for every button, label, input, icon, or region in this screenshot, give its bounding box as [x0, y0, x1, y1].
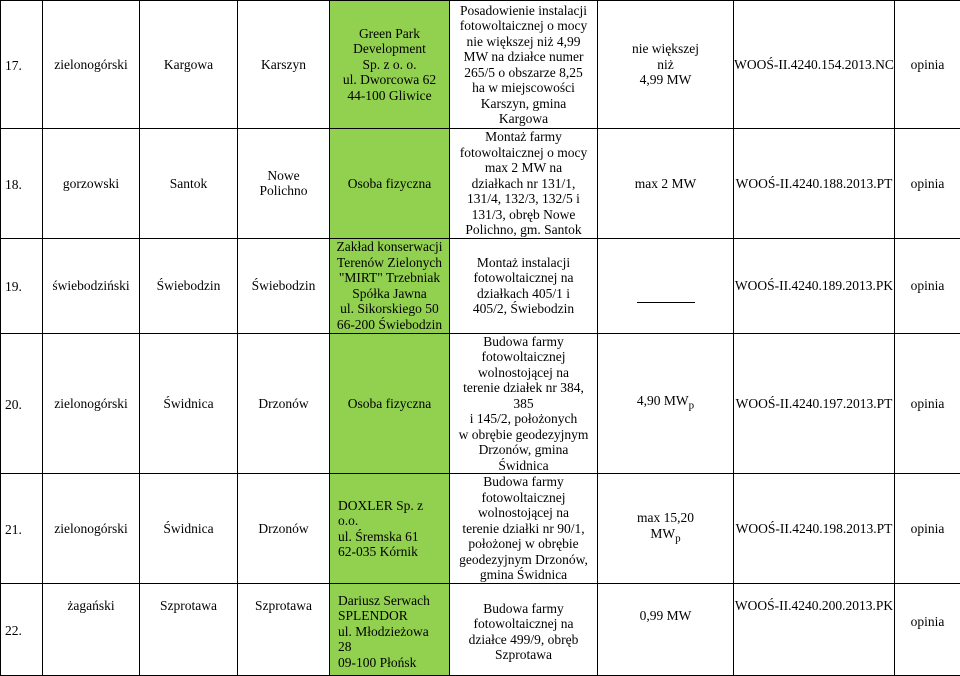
row-number: 17. [1, 1, 43, 129]
description-line: Budowa farmy [450, 474, 597, 490]
description-line: Polichno, gm. Santok [450, 222, 597, 238]
description-line: gmina Świdnica [450, 567, 597, 583]
locality-cell [238, 129, 330, 239]
county-cell: zielonogórski [43, 333, 140, 474]
applicant-line: 44-100 Gliwice [330, 88, 449, 104]
description-line: Budowa farmy [450, 334, 597, 350]
power-value: max 15,20 [598, 510, 733, 526]
description-cell [450, 474, 598, 584]
description-line: fotowoltaicznej [450, 349, 597, 365]
document-type-cell: opinia [895, 129, 960, 239]
applicant-line: 28 [338, 639, 449, 655]
applicant-line: ul. Śremska 61 [338, 529, 449, 545]
description-line: Montaż instalacji [450, 255, 597, 271]
power-unit: MW [650, 526, 675, 541]
description-line: fotowoltaicznej o mocy [450, 145, 597, 161]
row-number: 22. [1, 584, 43, 676]
document-type-cell: opinia [895, 333, 960, 474]
power-line: 4,99 MW [598, 72, 733, 88]
power-line: nie większej [598, 41, 733, 57]
document-type-cell: opinia [895, 474, 960, 584]
locality-cell: Karszyn [238, 1, 330, 129]
description-line: 131/4, 132/3, 132/5 i [450, 191, 597, 207]
reference-cell: WOOŚ-II.4240.188.2013.PT [734, 129, 895, 239]
description-line: wolnostojącej na [450, 505, 597, 521]
description-line: Montaż farmy [450, 129, 597, 145]
description-line: Drzonów, gmina [450, 442, 597, 458]
applicant-line: 66-200 Świebodzin [330, 317, 449, 333]
power-line: niż [598, 57, 733, 73]
description-line: 385 [450, 396, 597, 412]
power-subscript: p [689, 399, 695, 411]
description-line: wolnostojącej na [450, 365, 597, 381]
applicant-line: SPLENDOR [338, 608, 449, 624]
applicant-cell [330, 1, 450, 129]
applicant-line: Dariusz Serwach [338, 593, 449, 609]
description-line: ha w miejscowości [450, 80, 597, 96]
county-cell: żagański [43, 584, 140, 676]
county-cell: świebodziński [43, 238, 140, 333]
description-line: terenie działek nr 384, [450, 380, 597, 396]
power-cell [598, 238, 734, 333]
applicant-line: 62-035 Kórnik [338, 544, 449, 560]
applicant-cell [330, 584, 450, 676]
applicant-line: o.o. [338, 513, 449, 529]
applicant-line: Sp. z o. o. [330, 57, 449, 73]
description-line: działce 499/9, obręb [450, 632, 597, 648]
locality-cell: Drzonów [238, 474, 330, 584]
reference-cell: WOOŚ-II.4240.189.2013.PK [734, 238, 895, 333]
applicant-line: DOXLER Sp. z [338, 498, 449, 514]
row-number: 18. [1, 129, 43, 239]
municipality-cell: Kargowa [140, 1, 238, 129]
description-line: 265/5 o obszarze 8,25 [450, 65, 597, 81]
power-cell: max 2 MW [598, 129, 734, 239]
description-line: fotowoltaicznej o mocy [450, 18, 597, 34]
applicant-line: Terenów Zielonych [330, 255, 449, 271]
applicant-cell: Osoba fizyczna [330, 333, 450, 474]
municipality-cell: Świdnica [140, 474, 238, 584]
reference-cell: WOOŚ-II.4240.198.2013.PT [734, 474, 895, 584]
municipality-cell: Świdnica [140, 333, 238, 474]
applicant-line: "MIRT" Trzebniak [330, 270, 449, 286]
description-line: 405/2, Świebodzin [450, 301, 597, 317]
description-line: Posadowienie instalacji [450, 3, 597, 19]
table-row [1, 474, 960, 584]
applicant-line: ul. Dworcowa 62 [330, 72, 449, 88]
description-line: terenie działki nr 90/1, [450, 521, 597, 537]
description-line: fotowoltaicznej na [450, 616, 597, 632]
description-line: 131/3, obręb Nowe [450, 207, 597, 223]
description-cell [450, 1, 598, 129]
table-row [1, 1, 960, 129]
power-subscript: p [675, 532, 681, 544]
municipality-cell: Santok [140, 129, 238, 239]
description-cell [450, 584, 598, 676]
description-line: max 2 MW na [450, 160, 597, 176]
description-line: fotowoltaicznej na [450, 270, 597, 286]
table-row [1, 584, 960, 676]
applicant-cell: Osoba fizyczna [330, 129, 450, 239]
locality-line: Polichno [238, 183, 329, 199]
row-number: 19. [1, 238, 43, 333]
description-cell [450, 238, 598, 333]
locality-cell: Drzonów [238, 333, 330, 474]
description-line: działkach nr 131/1, [450, 176, 597, 192]
applicant-cell [330, 474, 450, 584]
description-line: działkach 405/1 i [450, 286, 597, 302]
dash-line [637, 302, 695, 303]
power-cell [598, 1, 734, 129]
document-type-cell: opinia [895, 1, 960, 129]
applicant-cell [330, 238, 450, 333]
description-line: fotowoltaicznej [450, 490, 597, 506]
description-line: MW na działce numer [450, 49, 597, 65]
municipality-cell: Świebodzin [140, 238, 238, 333]
power-cell [598, 333, 734, 474]
reference-cell: WOOŚ-II.4240.197.2013.PT [734, 333, 895, 474]
row-number: 20. [1, 333, 43, 474]
table-row [1, 238, 960, 333]
row-number: 21. [1, 474, 43, 584]
applicant-line: Spółka Jawna [330, 286, 449, 302]
description-line: położonej w obrębie [450, 536, 597, 552]
power-cell: 0,99 MW [598, 584, 734, 676]
description-line: geodezyjnym Drzonów, [450, 552, 597, 568]
description-line: Szprotawa [450, 647, 597, 663]
description-line: Karszyn, gmina [450, 96, 597, 112]
county-cell: zielonogórski [43, 474, 140, 584]
applicant-line: ul. Młodzieżowa [338, 624, 449, 640]
description-cell [450, 129, 598, 239]
applicant-line: 09-100 Płońsk [338, 655, 449, 671]
applicant-line: Zakład konserwacji [330, 239, 449, 255]
locality-line: Nowe [238, 168, 329, 184]
description-cell [450, 333, 598, 474]
description-line: Budowa farmy [450, 601, 597, 617]
applicant-line: ul. Sikorskiego 50 [330, 301, 449, 317]
power-value: 4,90 MW [637, 393, 689, 408]
description-line: Kargowa [450, 111, 597, 127]
applicant-line: Green Park [330, 26, 449, 42]
power-cell [598, 474, 734, 584]
document-type-cell: opinia [895, 584, 960, 676]
locality-cell: Świebodzin [238, 238, 330, 333]
description-line: w obrębie geodezyjnym [450, 427, 597, 443]
table-row [1, 333, 960, 474]
description-line: Świdnica [450, 458, 597, 474]
applicant-line: Development [330, 41, 449, 57]
description-line: nie większej niż 4,99 [450, 34, 597, 50]
county-cell: zielonogórski [43, 1, 140, 129]
reference-cell: WOOŚ-II.4240.154.2013.NC [734, 1, 895, 129]
reference-cell: WOOŚ-II.4240.200.2013.PK [734, 584, 895, 676]
locality-cell: Szprotawa [238, 584, 330, 676]
municipality-cell: Szprotawa [140, 584, 238, 676]
table-row [1, 129, 960, 239]
description-line: i 145/2, położonych [450, 411, 597, 427]
document-type-cell: opinia [895, 238, 960, 333]
county-cell: gorzowski [43, 129, 140, 239]
